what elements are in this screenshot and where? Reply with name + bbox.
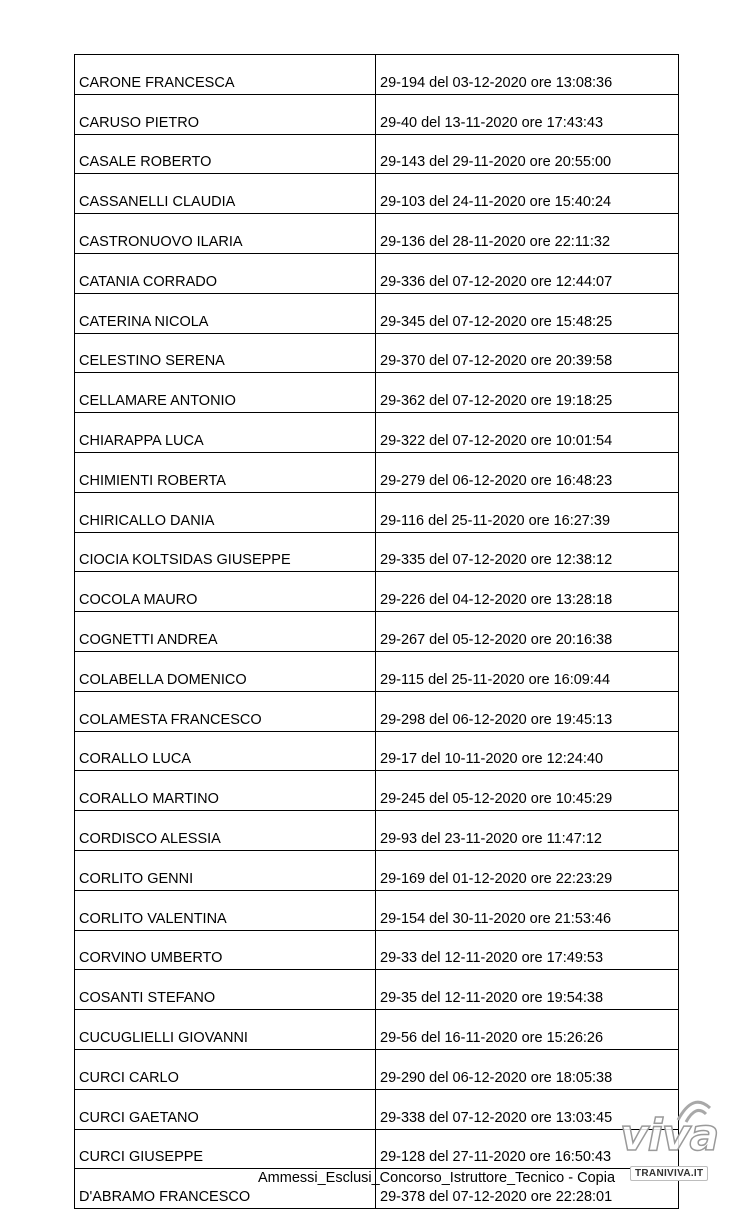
candidate-name: CELLAMARE ANTONIO	[75, 373, 376, 413]
candidate-name: COLAMESTA FRANCESCO	[75, 691, 376, 731]
candidate-name: CHIARAPPA LUCA	[75, 413, 376, 453]
candidate-name: CORLITO GENNI	[75, 850, 376, 890]
table-row	[75, 373, 679, 413]
protocol-reference: 29-35 del 12-11-2020 ore 19:54:38	[376, 970, 679, 1010]
protocol-reference: 29-115 del 25-11-2020 ore 16:09:44	[376, 651, 679, 691]
table-row	[75, 731, 679, 771]
table-row	[75, 771, 679, 811]
protocol-reference: 29-56 del 16-11-2020 ore 15:26:26	[376, 1010, 679, 1050]
protocol-reference: 29-298 del 06-12-2020 ore 19:45:13	[376, 691, 679, 731]
table-row	[75, 94, 679, 134]
table-row	[75, 413, 679, 453]
document-footer: Ammessi_Esclusi_Concorso_Istruttore_Tecnico - Copia	[258, 1170, 616, 1186]
protocol-reference: 29-143 del 29-11-2020 ore 20:55:00	[376, 134, 679, 174]
protocol-reference: 29-378 del 07-12-2020 ore 22:28:01	[376, 1169, 679, 1209]
candidate-name: COGNETTI ANDREA	[75, 612, 376, 652]
candidate-name: CELESTINO SERENA	[75, 333, 376, 373]
protocol-reference: 29-345 del 07-12-2020 ore 15:48:25	[376, 293, 679, 333]
table-row	[75, 174, 679, 214]
candidate-name: CURCI GIUSEPPE	[75, 1129, 376, 1169]
protocol-reference: 29-370 del 07-12-2020 ore 20:39:58	[376, 333, 679, 373]
protocol-reference: 29-267 del 05-12-2020 ore 20:16:38	[376, 612, 679, 652]
protocol-reference: 29-128 del 27-11-2020 ore 16:50:43	[376, 1129, 679, 1169]
candidate-name: CASTRONUOVO ILARIA	[75, 214, 376, 254]
protocol-reference: 29-335 del 07-12-2020 ore 12:38:12	[376, 532, 679, 572]
candidate-name: CARUSO PIETRO	[75, 94, 376, 134]
protocol-reference: 29-116 del 25-11-2020 ore 16:27:39	[376, 492, 679, 532]
protocol-reference: 29-93 del 23-11-2020 ore 11:47:12	[376, 811, 679, 851]
table-row	[75, 134, 679, 174]
table-row	[75, 492, 679, 532]
watermark-badge: TRANIVIVA.IT	[630, 1166, 708, 1181]
table-row	[75, 612, 679, 652]
table-row	[75, 1129, 679, 1169]
table-row	[75, 930, 679, 970]
table-row	[75, 1049, 679, 1089]
protocol-reference: 29-322 del 07-12-2020 ore 10:01:54	[376, 413, 679, 453]
protocol-reference: 29-336 del 07-12-2020 ore 12:44:07	[376, 253, 679, 293]
table-row	[75, 333, 679, 373]
watermark-word: viva	[620, 1110, 719, 1161]
candidate-name: COLABELLA DOMENICO	[75, 651, 376, 691]
table-row	[75, 850, 679, 890]
protocol-reference: 29-33 del 12-11-2020 ore 17:49:53	[376, 930, 679, 970]
candidate-name: CARONE FRANCESCA	[75, 55, 376, 95]
protocol-reference: 29-279 del 06-12-2020 ore 16:48:23	[376, 452, 679, 492]
table-row	[75, 890, 679, 930]
candidate-name: COCOLA MAURO	[75, 572, 376, 612]
protocol-reference: 29-226 del 04-12-2020 ore 13:28:18	[376, 572, 679, 612]
protocol-reference: 29-290 del 06-12-2020 ore 18:05:38	[376, 1049, 679, 1089]
table-row	[75, 55, 679, 95]
candidate-name: CURCI CARLO	[75, 1049, 376, 1089]
protocol-reference: 29-40 del 13-11-2020 ore 17:43:43	[376, 94, 679, 134]
table-row	[75, 1010, 679, 1050]
candidate-name: CUCUGLIELLI GIOVANNI	[75, 1010, 376, 1050]
protocol-reference: 29-194 del 03-12-2020 ore 13:08:36	[376, 55, 679, 95]
candidate-name: D'ABRAMO FRANCESCO	[75, 1169, 376, 1209]
candidate-name: CORVINO UMBERTO	[75, 930, 376, 970]
candidate-name: CATANIA CORRADO	[75, 253, 376, 293]
protocol-reference: 29-103 del 24-11-2020 ore 15:40:24	[376, 174, 679, 214]
candidate-name: CASALE ROBERTO	[75, 134, 376, 174]
candidate-name: CATERINA NICOLA	[75, 293, 376, 333]
candidates-table	[74, 54, 679, 1209]
table-row	[75, 293, 679, 333]
protocol-reference: 29-136 del 28-11-2020 ore 22:11:32	[376, 214, 679, 254]
protocol-reference: 29-245 del 05-12-2020 ore 10:45:29	[376, 771, 679, 811]
protocol-reference: 29-169 del 01-12-2020 ore 22:23:29	[376, 850, 679, 890]
candidate-name: CORLITO VALENTINA	[75, 890, 376, 930]
table-row	[75, 253, 679, 293]
table-row	[75, 691, 679, 731]
candidate-name: COSANTI STEFANO	[75, 970, 376, 1010]
table-row	[75, 811, 679, 851]
table-row	[75, 1089, 679, 1129]
table-row	[75, 532, 679, 572]
candidate-name: CORALLO LUCA	[75, 731, 376, 771]
candidates-table-body	[75, 55, 679, 1209]
protocol-reference: 29-154 del 30-11-2020 ore 21:53:46	[376, 890, 679, 930]
candidate-name: CHIMIENTI ROBERTA	[75, 452, 376, 492]
table-row	[75, 452, 679, 492]
table-row	[75, 970, 679, 1010]
protocol-reference: 29-338 del 07-12-2020 ore 13:03:45	[376, 1089, 679, 1129]
candidate-name: CURCI GAETANO	[75, 1089, 376, 1129]
candidate-name: CIOCIA KOLTSIDAS GIUSEPPE	[75, 532, 376, 572]
table-row	[75, 651, 679, 691]
table-row	[75, 572, 679, 612]
table-row	[75, 214, 679, 254]
candidate-name: CHIRICALLO DANIA	[75, 492, 376, 532]
protocol-reference: 29-17 del 10-11-2020 ore 12:24:40	[376, 731, 679, 771]
candidate-name: CORDISCO ALESSIA	[75, 811, 376, 851]
candidate-name: CASSANELLI CLAUDIA	[75, 174, 376, 214]
protocol-reference: 29-362 del 07-12-2020 ore 19:18:25	[376, 373, 679, 413]
candidate-name: CORALLO MARTINO	[75, 771, 376, 811]
viva-logo-icon	[620, 1090, 730, 1190]
